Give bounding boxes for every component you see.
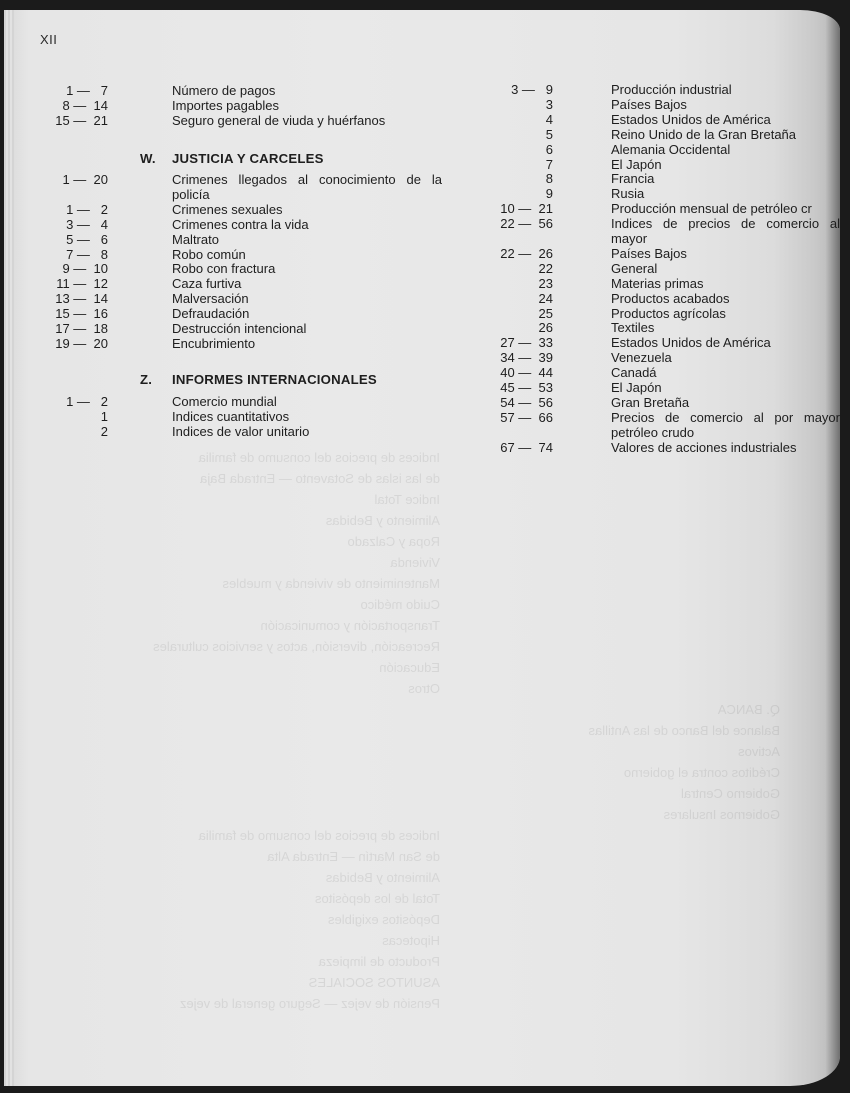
row-label: Canadá xyxy=(611,365,657,381)
row-label: Alemania Occidental xyxy=(611,141,731,157)
bleed-text: Depósitos exigibles xyxy=(327,912,440,927)
row-label: Reino Unido de la Gran Bretaña xyxy=(611,126,797,142)
row-range: 2 xyxy=(100,423,108,439)
bleed-text: Cuido médico xyxy=(360,597,440,612)
row-label: Robo con fractura xyxy=(172,261,276,277)
row-label: Productos acabados xyxy=(611,290,730,306)
row-range: 40 — 44 xyxy=(500,365,553,381)
row-range: 5 — 6 xyxy=(66,231,108,247)
row-range: 54 — 56 xyxy=(500,394,553,410)
row-label: Producción industrial xyxy=(611,82,732,97)
row-range: 1 xyxy=(100,408,108,424)
row-range: 57 — 66 xyxy=(500,409,553,425)
row-range: 15 — 16 xyxy=(55,306,108,322)
row-label: Países Bajos xyxy=(611,245,687,261)
row-range: 22 — 26 xyxy=(500,245,553,261)
section-letter: W. xyxy=(140,151,156,166)
bleed-text: Activos xyxy=(738,744,780,759)
bleed-text: Indice Total xyxy=(374,492,440,507)
row-label-continued: mayor xyxy=(611,231,648,246)
row-label: Estados Unidos de América xyxy=(611,111,771,127)
row-label: Indices de valor unitario xyxy=(172,423,310,439)
row-range: 15 — 21 xyxy=(55,113,108,128)
row-range: 22 — 56 xyxy=(500,216,553,232)
bleed-text: Pensión de vejez — Seguro general de vejez xyxy=(179,996,440,1011)
bleed-text: Indices de precios del consumo de familia xyxy=(198,450,440,465)
row-label: Caza furtiva xyxy=(172,276,242,292)
row-label: El Japón xyxy=(611,156,662,172)
row-range: 24 xyxy=(538,290,553,306)
row-label: Rusia xyxy=(611,186,645,202)
row-range: 6 xyxy=(545,141,553,157)
bleed-text: Q. BANCA xyxy=(717,702,780,717)
bleed-text: Recreación, diversión, actos y servicios culturales xyxy=(153,639,440,654)
row-label: Valores de acciones industriales xyxy=(611,439,797,455)
bleed-text: Mantenimiento de vivienda y muebles xyxy=(222,576,440,591)
bleed-text: Ropa y Calzado xyxy=(347,534,440,549)
row-label: Gran Bretaña xyxy=(611,394,690,410)
row-range: 1 — 2 xyxy=(66,201,108,217)
row-range: 22 xyxy=(538,260,553,276)
row-range: 5 xyxy=(545,126,553,142)
row-range: 27 — 33 xyxy=(500,335,553,351)
row-label: Textiles xyxy=(611,320,655,336)
row-label: Malversación xyxy=(172,291,249,307)
row-label: Comercio mundial xyxy=(172,394,277,409)
bleed-text: Balance del Banco de las Antillas xyxy=(588,723,780,738)
row-range: 7 xyxy=(545,156,553,172)
row-range: 34 — 39 xyxy=(500,350,553,366)
bleed-text: de las islas de Sotavento — Entrada Baja xyxy=(200,471,440,486)
row-label: Número de pagos xyxy=(172,83,276,98)
row-label: Robo común xyxy=(172,246,246,262)
bleed-text: Transportación y comunicación xyxy=(260,618,440,633)
row-label: Defraudación xyxy=(172,306,250,322)
row-label: Crimenes contra la vida xyxy=(172,216,309,232)
row-label: Estados Unidos de América xyxy=(611,335,771,351)
row-label: Indices de precios de comercio al xyxy=(611,216,840,232)
row-range: 10 — 21 xyxy=(500,201,553,217)
bleed-text: Gobiernos Insulares xyxy=(663,807,780,822)
bleed-text: Total de los depósitos xyxy=(314,891,440,906)
bleed-text: Educación xyxy=(379,660,440,675)
row-label: Francia xyxy=(611,171,655,187)
row-range: 3 — 9 xyxy=(511,82,553,97)
bleed-text: Indices de precios del consumo de familia xyxy=(198,828,440,843)
row-label: General xyxy=(611,260,658,276)
bleed-text: Alimiento y Bebidas xyxy=(325,513,440,528)
row-range: 11 — 12 xyxy=(56,276,108,292)
row-label: Precios de comercio al por mayor xyxy=(611,409,840,425)
row-label: El Japón xyxy=(611,380,662,395)
row-range: 1 — 20 xyxy=(62,172,108,187)
section-letter: Z. xyxy=(140,372,153,387)
row-label: Productos agrícolas xyxy=(611,305,726,321)
bleed-text: Hipotecas xyxy=(382,933,440,948)
row-range: 13 — 14 xyxy=(55,291,108,307)
section-title: INFORMES INTERNACIONALES xyxy=(172,372,377,387)
bleed-text: de San Martín — Entrada Alta xyxy=(267,849,440,864)
row-label-continued: petróleo crudo xyxy=(611,424,695,440)
row-range: 7 — 8 xyxy=(66,246,108,262)
row-label: Destrucción intencional xyxy=(172,321,307,336)
row-range: 67 — 74 xyxy=(500,439,553,455)
page-number: XII xyxy=(40,32,58,47)
row-range: 23 xyxy=(538,275,553,291)
row-range: 9 — 10 xyxy=(62,261,108,277)
row-label: Países Bajos xyxy=(611,96,687,112)
row-label-continued: policía xyxy=(172,186,210,202)
bleed-text: Créditos contra el gobierno xyxy=(623,765,780,780)
row-range: 1 — 7 xyxy=(66,83,108,98)
row-label: Venezuela xyxy=(611,350,672,366)
bleed-text: Producto de limpieza xyxy=(318,954,440,969)
row-range: 8 — 14 xyxy=(62,98,108,113)
row-label: Crimenes sexuales xyxy=(172,201,283,217)
section-title: JUSTICIA Y CARCELES xyxy=(172,151,324,166)
bleed-text: Vivienda xyxy=(390,555,440,570)
bleed-text: Otros xyxy=(408,681,440,696)
row-range: 1 — 2 xyxy=(66,394,108,409)
row-range: 17 — 18 xyxy=(55,321,108,336)
row-range: 19 — 20 xyxy=(55,335,108,351)
bleed-text: ASUNTOS SOCIALES xyxy=(308,975,440,990)
row-label: Materias primas xyxy=(611,275,704,291)
row-label: Indices cuantitativos xyxy=(172,408,290,424)
row-range: 45 — 53 xyxy=(500,380,553,395)
row-range: 3 — 4 xyxy=(66,216,108,232)
row-label: Maltrato xyxy=(172,231,219,247)
row-range: 3 xyxy=(545,96,553,112)
row-label: Crimenes llegados al conocimiento de la xyxy=(172,172,442,187)
row-label: Importes pagables xyxy=(172,98,279,113)
row-range: 4 xyxy=(545,111,553,127)
right-column xyxy=(4,10,840,470)
row-range: 9 xyxy=(545,186,553,202)
bleed-text: Alimiento y Bebidas xyxy=(325,870,440,885)
row-range: 26 xyxy=(538,320,553,336)
row-label: Seguro general de viuda y huérfanos xyxy=(172,113,386,128)
document-page xyxy=(4,10,840,1086)
row-label: Encubrimiento xyxy=(172,335,256,351)
row-label: Producción mensual de petróleo cr xyxy=(611,201,812,217)
bleed-text: Gobierno Central xyxy=(681,786,780,801)
row-range: 25 xyxy=(538,305,553,321)
row-range: 8 xyxy=(545,171,553,187)
